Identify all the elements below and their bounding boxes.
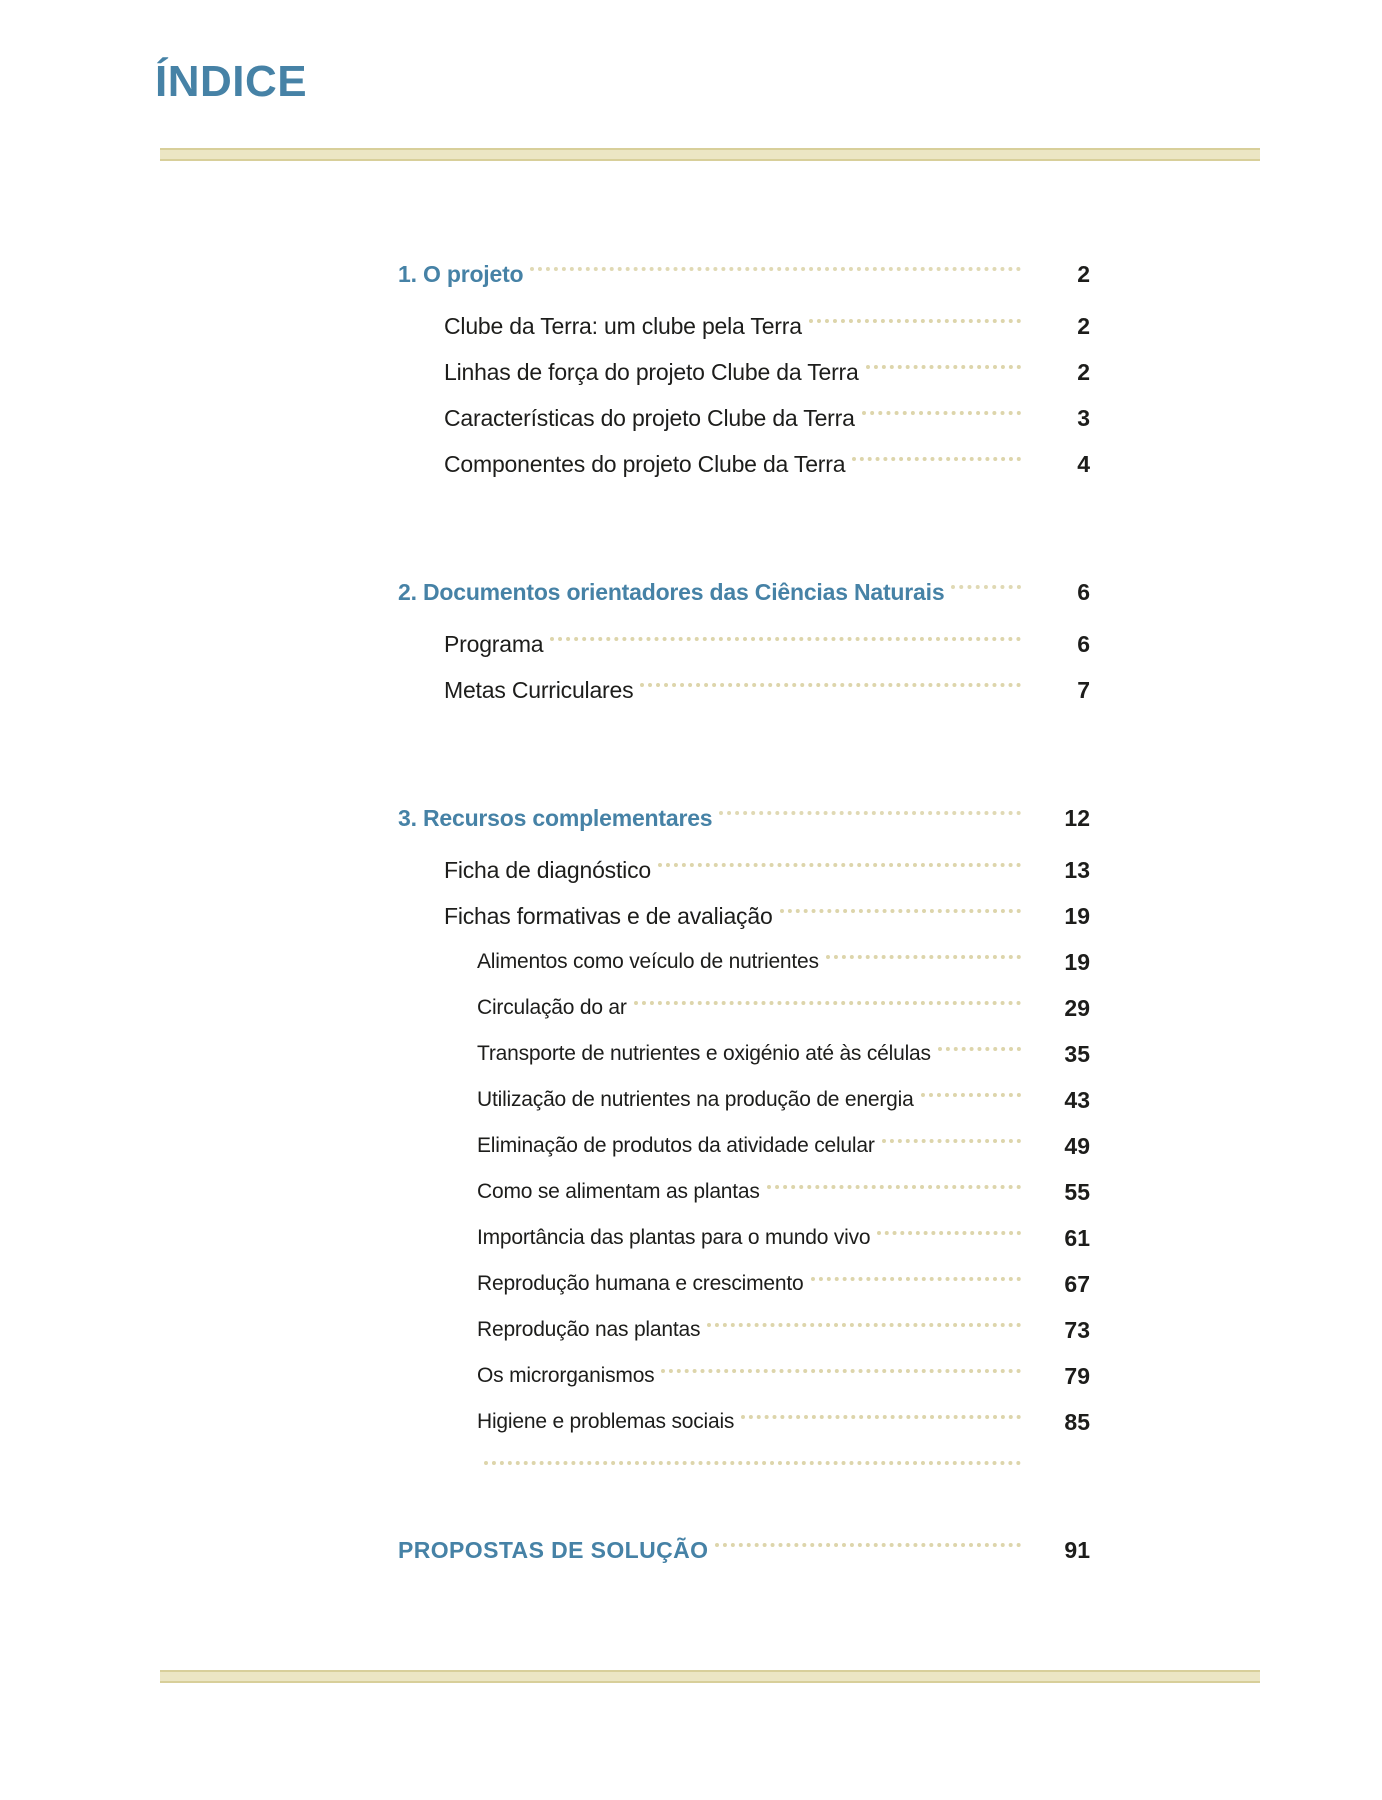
group-spacer <box>0 713 1382 789</box>
toc-page-number: 19 <box>1064 948 1090 975</box>
dot-leader <box>877 1231 1021 1235</box>
toc-page-number: 43 <box>1064 1086 1090 1113</box>
toc-heading-label: 1. O projeto <box>398 260 524 287</box>
toc-solutions-entry[interactable] <box>0 1521 1382 1579</box>
toc-page-number: 49 <box>1064 1132 1090 1159</box>
toc-page-number: 2 <box>1077 312 1090 339</box>
toc-page-number: 35 <box>1064 1040 1090 1067</box>
toc-entry-label: Transporte de nutrientes e oxigénio até às células <box>477 1042 931 1065</box>
toc-entry-label: Eliminação de produtos da atividade celular <box>477 1134 875 1157</box>
toc-solutions-label: PROPOSTAS DE SOLUÇÃO <box>398 1536 709 1563</box>
toc-group-3 <box>0 789 1382 1491</box>
group-spacer <box>0 487 1382 563</box>
toc-page-number: 13 <box>1064 856 1090 883</box>
toc-entry-label: Como se alimentam as plantas <box>477 1180 760 1203</box>
toc-entry[interactable] <box>0 1399 1382 1445</box>
toc-entry-label: Alimentos como veículo de nutrientes <box>477 950 819 973</box>
toc-page-number: 79 <box>1064 1362 1090 1389</box>
toc-entry[interactable] <box>0 939 1382 985</box>
dot-leader <box>921 1093 1021 1097</box>
toc-entry[interactable] <box>0 1077 1382 1123</box>
toc-entry-label: Higiene e problemas sociais <box>477 1410 735 1433</box>
toc-page-number: 19 <box>1064 902 1090 929</box>
toc-entry[interactable] <box>0 1307 1382 1353</box>
toc-page-number: 67 <box>1064 1270 1090 1297</box>
dot-leader <box>530 267 1021 271</box>
toc-heading-2[interactable] <box>0 563 1382 621</box>
page-title: ÍNDICE <box>155 57 308 106</box>
toc-entry[interactable] <box>0 1353 1382 1399</box>
toc-entry-label: Ficha de diagnóstico <box>444 856 651 883</box>
toc-entry[interactable] <box>0 667 1382 713</box>
toc-entry[interactable] <box>0 1123 1382 1169</box>
toc-heading-label: 3. Recursos complementares <box>398 804 713 831</box>
toc-page-number: 4 <box>1077 450 1090 477</box>
page-header <box>155 57 1255 106</box>
dot-leader <box>852 457 1021 461</box>
toc-entry[interactable] <box>0 1215 1382 1261</box>
dot-leader <box>767 1185 1021 1189</box>
toc-page-number: 3 <box>1077 404 1090 431</box>
toc-entry-label: Utilização de nutrientes na produção de energia <box>477 1088 914 1111</box>
toc-entry[interactable] <box>0 1031 1382 1077</box>
dot-leader <box>826 955 1021 959</box>
toc-entry-label: Reprodução humana e crescimento <box>477 1272 804 1295</box>
toc-page-number: 2 <box>1077 358 1090 385</box>
toc-entry[interactable] <box>0 441 1382 487</box>
toc-page-number: 55 <box>1064 1178 1090 1205</box>
dot-leader <box>634 1001 1021 1005</box>
dot-leader <box>661 1369 1021 1373</box>
toc-entry-label: Os microrganismos <box>477 1364 655 1387</box>
toc-heading-1[interactable] <box>0 245 1382 303</box>
toc-entry-label: Circulação do ar <box>477 996 627 1019</box>
toc-entry[interactable] <box>0 985 1382 1031</box>
toc-group-1 <box>0 245 1382 487</box>
dot-leader <box>809 319 1021 323</box>
dot-leader <box>811 1277 1022 1281</box>
toc-heading-3[interactable] <box>0 789 1382 847</box>
toc-entry-label: Fichas formativas e de avaliação <box>444 902 773 929</box>
toc-page-number: 91 <box>1064 1536 1090 1563</box>
toc-page-number: 6 <box>1077 578 1090 605</box>
dot-leader <box>719 811 1021 815</box>
toc-entry-label: Importância das plantas para o mundo vivo <box>477 1226 871 1249</box>
footer-divider-rule <box>160 1670 1260 1683</box>
toc-entry-label: Programa <box>444 630 544 657</box>
toc-entry[interactable] <box>0 349 1382 395</box>
dot-leader <box>862 411 1021 415</box>
toc-entry[interactable] <box>0 847 1382 893</box>
toc-page-number: 2 <box>1077 260 1090 287</box>
dot-leader <box>741 1415 1021 1419</box>
dot-leader <box>938 1047 1021 1051</box>
dot-leader <box>715 1543 1021 1547</box>
toc-page-number: 7 <box>1077 676 1090 703</box>
toc-entry[interactable] <box>0 893 1382 939</box>
toc-entry-label: Características do projeto Clube da Terra <box>444 404 855 431</box>
toc-page-number: 29 <box>1064 994 1090 1021</box>
toc-page-number: 73 <box>1064 1316 1090 1343</box>
toc-entry[interactable] <box>0 1445 1382 1491</box>
toc-entry[interactable] <box>0 395 1382 441</box>
toc-page-number: 6 <box>1077 630 1090 657</box>
dot-leader <box>707 1323 1021 1327</box>
dot-leader <box>484 1461 1021 1465</box>
dot-leader <box>640 683 1021 687</box>
toc-entry-label: Clube da Terra: um clube pela Terra <box>444 312 802 339</box>
toc-page-number: 85 <box>1064 1408 1090 1435</box>
toc-page-number: 61 <box>1064 1224 1090 1251</box>
toc-entry-label: Linhas de força do projeto Clube da Terra <box>444 358 859 385</box>
header-divider-rule <box>160 148 1260 161</box>
toc-entry[interactable] <box>0 303 1382 349</box>
toc-group-2 <box>0 563 1382 713</box>
dot-leader <box>866 365 1021 369</box>
dot-leader <box>550 637 1021 641</box>
toc-entry-label: Reprodução nas plantas <box>477 1318 701 1341</box>
dot-leader <box>780 909 1021 913</box>
toc-entry-label: Metas Curriculares <box>444 676 634 703</box>
toc-entry[interactable] <box>0 1169 1382 1215</box>
toc-heading-label: 2. Documentos orientadores das Ciências Naturais <box>398 578 945 605</box>
dot-leader <box>882 1139 1021 1143</box>
toc-entry-label: Componentes do projeto Clube da Terra <box>444 450 846 477</box>
dot-leader <box>951 585 1021 589</box>
toc-page-number: 12 <box>1064 804 1090 831</box>
toc-entry[interactable] <box>0 1261 1382 1307</box>
table-of-contents <box>0 245 1382 1579</box>
toc-entry[interactable] <box>0 621 1382 667</box>
dot-leader <box>658 863 1021 867</box>
